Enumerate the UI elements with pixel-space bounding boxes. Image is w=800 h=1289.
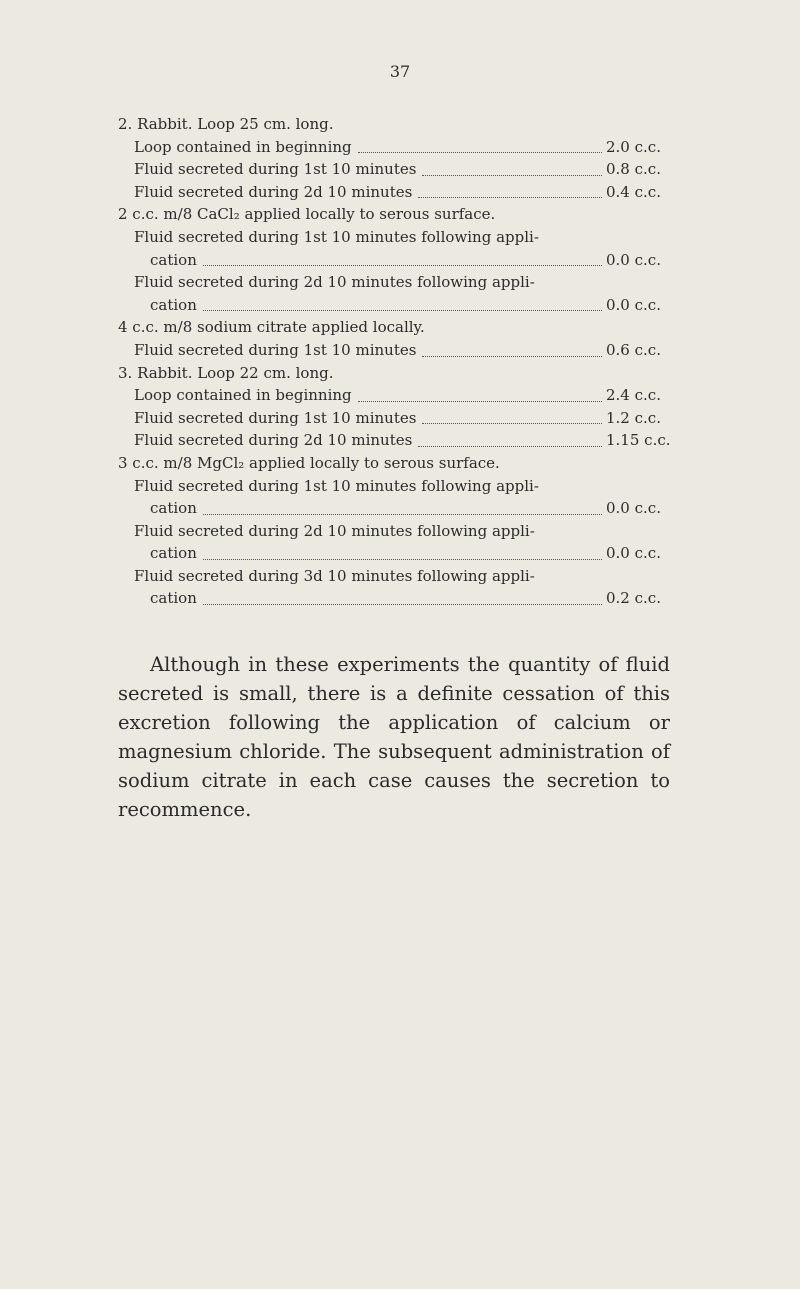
dot-leader bbox=[203, 604, 602, 605]
page-number: 37 bbox=[389, 62, 411, 81]
conclusion-paragraph bbox=[118, 650, 670, 824]
data-row-text: Fluid secreted during 2d 10 minutes following appli- bbox=[134, 521, 535, 540]
data-row-text: Fluid secreted during 2d 10 minutes following appli- bbox=[134, 273, 535, 292]
dot-leader bbox=[358, 152, 602, 153]
data-row: cation 0.0 c.c. bbox=[118, 542, 668, 565]
data-row: Fluid secreted during 1st 10 minutes 0.6 c.c. bbox=[118, 339, 668, 362]
data-row: cation 0.2 c.c. bbox=[118, 587, 668, 610]
measurement-value: 0.0 c.c. bbox=[606, 544, 661, 563]
measurement-value: 0.6 c.c. bbox=[606, 340, 661, 359]
data-row-text: Fluid secreted during 1st 10 minutes following appli- bbox=[134, 227, 539, 246]
dot-leader bbox=[358, 401, 602, 402]
measurement-value: 0.0 c.c. bbox=[606, 250, 661, 269]
data-row: cation 0.0 c.c. bbox=[118, 497, 668, 520]
data-row: Fluid secreted during 1st 10 minutes 1.2 c.c. bbox=[118, 407, 668, 430]
data-row: Fluid secreted during 2d 10 minutes 0.4 c.c. bbox=[118, 181, 668, 204]
dot-leader bbox=[203, 559, 602, 560]
paragraph-text: Although in these experiments the quantity of fluid secreted is small, there is a definite cessation of this excretion following the application of calcium or magnesium chloride. The subsequent administration of sodium citrate in each case causes the secretion to recommence. bbox=[118, 653, 670, 821]
dot-leader bbox=[203, 265, 602, 266]
measurement-value: 1.15 c.c. bbox=[606, 431, 671, 450]
dot-leader bbox=[203, 514, 602, 515]
dot-leader bbox=[418, 446, 602, 447]
measurement-value: 2.4 c.c. bbox=[606, 386, 661, 405]
dot-leader bbox=[422, 175, 602, 176]
measurement-value: 0.4 c.c. bbox=[606, 182, 661, 201]
experiment-list bbox=[118, 113, 671, 610]
data-row-text: Fluid secreted during 3d 10 minutes following appli- bbox=[134, 566, 535, 585]
measurement-value: 0.8 c.c. bbox=[606, 160, 661, 179]
application-label: 2 c.c. m/8 CaCl₂ applied locally to serous surface. bbox=[118, 205, 496, 224]
data-row: Fluid secreted during 1st 10 minutes 0.8 c.c. bbox=[118, 158, 668, 181]
dot-leader bbox=[203, 310, 602, 311]
measurement-value: 2.0 c.c. bbox=[606, 137, 661, 156]
dot-leader bbox=[422, 423, 602, 424]
application-label: 3 c.c. m/8 MgCl₂ applied locally to serous surface. bbox=[118, 453, 500, 472]
measurement-value: 0.0 c.c. bbox=[606, 295, 661, 314]
data-row: Fluid secreted during 2d 10 minutes 1.15 c.c. bbox=[118, 429, 668, 452]
data-row-text: Fluid secreted during 1st 10 minutes following appli- bbox=[134, 476, 539, 495]
dot-leader bbox=[422, 356, 602, 357]
experiment-heading: 3. Rabbit. Loop 22 cm. long. bbox=[118, 363, 334, 382]
experiment-heading: 2. Rabbit. Loop 25 cm. long. bbox=[118, 115, 334, 133]
data-row: cation 0.0 c.c. bbox=[118, 294, 668, 317]
measurement-value: 0.0 c.c. bbox=[606, 499, 661, 518]
measurement-value: 1.2 c.c. bbox=[606, 408, 661, 427]
dot-leader bbox=[418, 197, 602, 198]
data-row: Loop contained in beginning 2.4 c.c. bbox=[118, 384, 668, 407]
measurement-value: 0.2 c.c. bbox=[606, 589, 661, 608]
data-row: Loop contained in beginning 2.0 c.c. bbox=[118, 136, 668, 159]
data-row: cation 0.0 c.c. bbox=[118, 249, 668, 272]
application-label: 4 c.c. m/8 sodium citrate applied locally. bbox=[118, 318, 425, 337]
